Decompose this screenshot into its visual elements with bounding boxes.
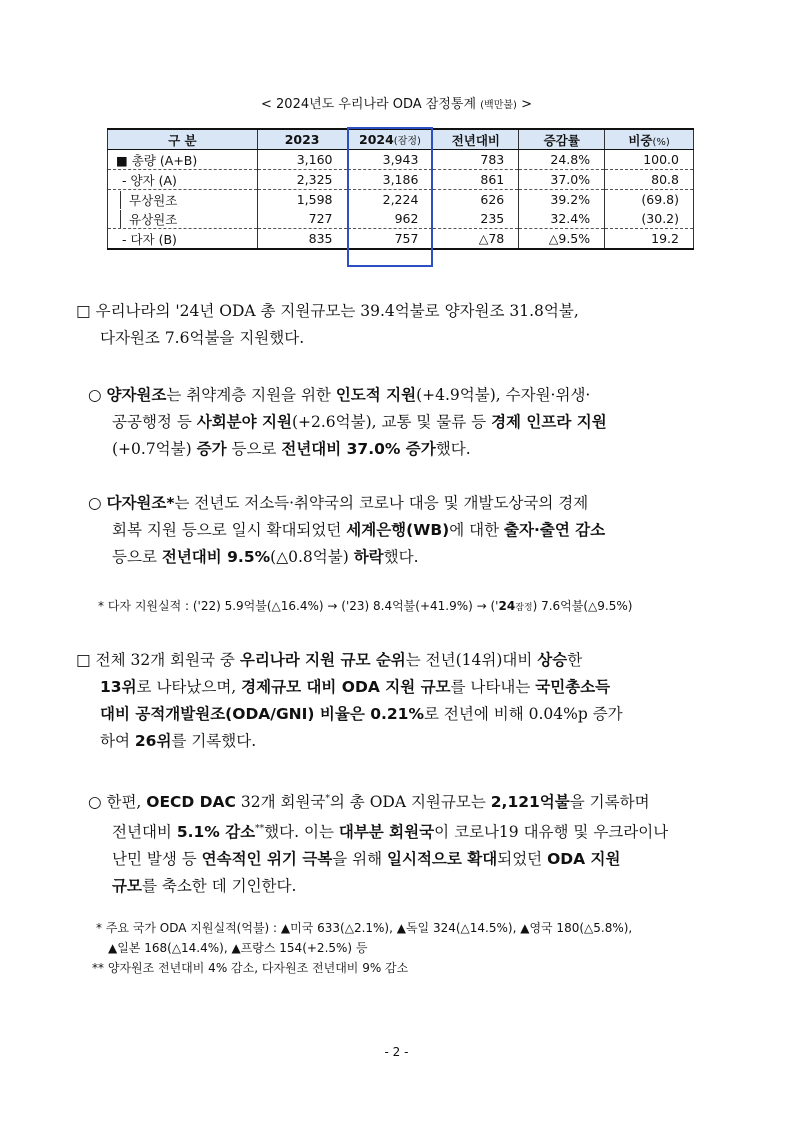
table-caption: < 2024년도 우리나라 ODA 잠정통계 (백만불) > <box>261 97 532 112</box>
table-row-multilateral <box>108 229 694 250</box>
oda-stats-table <box>107 128 694 250</box>
cell-rate: 37.0% <box>519 170 605 190</box>
page-number: - 2 - <box>384 1045 409 1059</box>
cell-diff: 783 <box>433 150 519 170</box>
cell-share: (69.8) <box>605 190 694 210</box>
row-label: 무상원조 <box>108 190 258 210</box>
cell-rate: △9.5% <box>519 229 605 250</box>
row-label: - 다자 (B) <box>108 229 258 250</box>
cell-share: 100.0 <box>605 150 694 170</box>
circle-bullet: ○ <box>88 386 102 404</box>
header-rate: 증감률 <box>519 129 605 150</box>
circle-bullet: ○ <box>88 793 102 812</box>
table-row-loan <box>108 209 694 229</box>
footnote-line-3: ** 양자원조 전년대비 4% 감소, 다자원조 전년대비 9% 감소 <box>92 961 409 975</box>
table-row-grant <box>108 190 694 210</box>
cell-2024: 962 <box>347 209 433 229</box>
cell-diff: △78 <box>433 229 519 250</box>
cell-diff: 861 <box>433 170 519 190</box>
cell-2024: 757 <box>347 229 433 250</box>
header-category: 구 분 <box>108 129 258 150</box>
row-label: 유상원조 <box>108 209 258 229</box>
row-label: - 양자 (A) <box>108 170 258 190</box>
square-bullet: □ <box>76 302 91 320</box>
cell-diff: 626 <box>433 190 519 210</box>
cell-share: (30.2) <box>605 209 694 229</box>
caption-unit: (백만불) <box>480 100 517 111</box>
header-yoy: 전년대비 <box>433 129 519 150</box>
cell-2023: 835 <box>257 229 347 250</box>
header-2023: 2023 <box>257 129 347 150</box>
footnote-multilateral: * 다자 지원실적 : ('22) 5.9억불(△16.4%) → ('23) 8.4억불(+41.9%) → ('24잠정) 7.6억불(△9.5%) <box>98 599 633 613</box>
cell-2023: 727 <box>257 209 347 229</box>
cell-2024: 2,224 <box>347 190 433 210</box>
circle-bullet: ○ <box>88 494 102 512</box>
cell-diff: 235 <box>433 209 519 229</box>
table-row-total <box>108 150 694 170</box>
cell-2023: 1,598 <box>257 190 347 210</box>
paragraph-total: □ 우리나라의 '24년 ODA 총 지원규모는 39.4억불로 양자원조 31.8억불, 다자원조 7.6억불을 지원했다. <box>76 302 579 347</box>
footnote-line-2: ▲일본 168(△14.4%), ▲프랑스 154(+2.5%) 등 <box>108 941 368 955</box>
cell-share: 80.8 <box>605 170 694 190</box>
table-header-row <box>108 129 694 150</box>
cell-rate: 39.2% <box>519 190 605 210</box>
paragraph-multilateral: ○ 다자원조*는 전년도 저소득·취약국의 코로나 대응 및 개발도상국의 경제 회복 지원 등으로 일시 확대되었던 세계은행(WB)에 대한 출자·출연 감소 등으로 전년대비 9.5%(△0.8억불) 하락했다. <box>88 494 606 566</box>
header-2024: 2024(잠정) <box>347 129 433 150</box>
table-row-bilateral <box>108 170 694 190</box>
header-share: 비중(%) <box>605 129 694 150</box>
row-label: ■ 총량 (A+B) <box>108 150 258 170</box>
cell-2023: 2,325 <box>257 170 347 190</box>
paragraph-ranking: □ 전체 32개 회원국 중 우리나라 지원 규모 순위는 전년(14위)대비 상승한 13위로 나타났으며, 경제규모 대비 ODA 지원 규모를 나타내는 국민총소득 대비 공적개발원조(ODA/GNI) 비율은 0.21%로 전년에 비해 0.04%p 증가 하여 26위를 기록했다. <box>76 651 623 750</box>
cell-rate: 32.4% <box>519 209 605 229</box>
cell-2024: 3,186 <box>347 170 433 190</box>
paragraph-dac: ○ 한편, OECD DAC 32개 회원국*의 총 ODA 지원규모는 2,121억불을 기록하며 전년대비 5.1% 감소**했다. 이는 대부분 회원국이 코로나19 대유행 및 우크라이나 난민 발생 등 연속적인 위기 극복을 위해 일시적으로 확대되었던 ODA 지원 규모를 축소한 데 기인한다. <box>88 793 669 896</box>
cell-share: 19.2 <box>605 229 694 250</box>
cell-2024: 3,943 <box>347 150 433 170</box>
cell-2023: 3,160 <box>257 150 347 170</box>
cell-rate: 24.8% <box>519 150 605 170</box>
paragraph-bilateral: ○ 양자원조는 취약계층 지원을 위한 인도적 지원(+4.9억불), 수자원·위생· 공공행정 등 사회분야 지원(+2.6억불), 교통 및 물류 등 경제 인프라 지원 (+0.7억불) 증가 등으로 전년대비 37.0% 증가했다. <box>88 386 607 458</box>
square-bullet: □ <box>76 651 91 669</box>
footnote-dac <box>92 918 746 978</box>
footnote-line-1: * 주요 국가 ODA 지원실적(억불) : ▲미국 633(△2.1%), ▲독일 324(△14.5%), ▲영국 180(△5.8%), <box>96 921 633 935</box>
